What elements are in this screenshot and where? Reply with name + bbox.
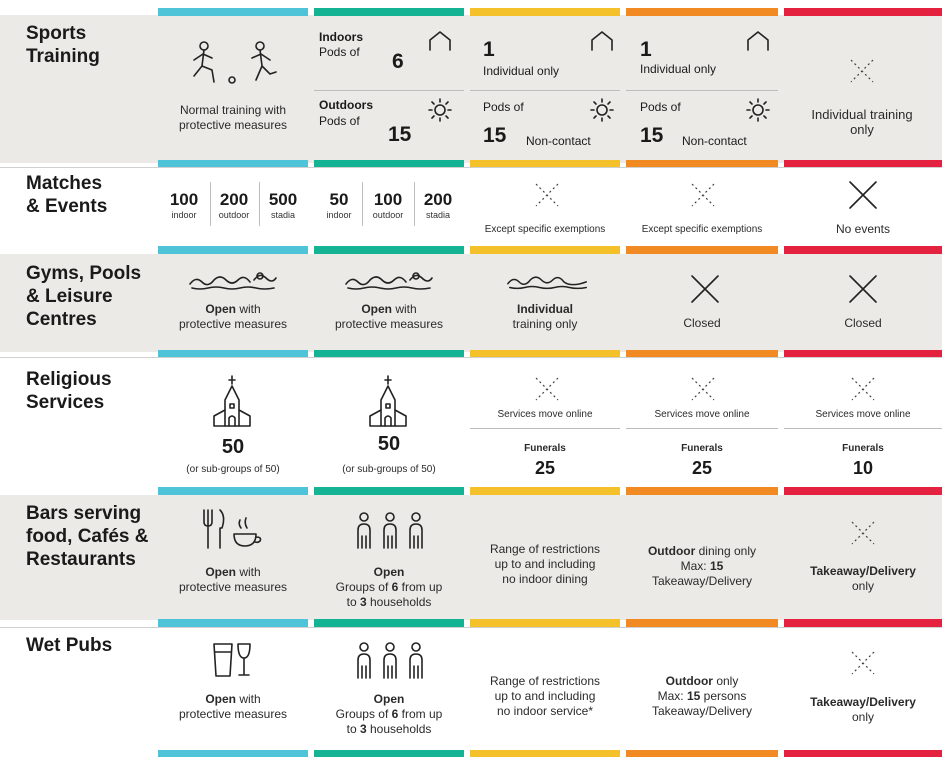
- level1-bar: [158, 619, 308, 627]
- level2-bar: [314, 750, 464, 757]
- religious-l4-funerals-num: 25: [691, 458, 713, 478]
- house-icon: [746, 30, 770, 52]
- level2-bar: [314, 246, 464, 254]
- matches-l2-indoor-unit: indoor: [326, 210, 352, 220]
- sports-l4-top-num: 1: [640, 38, 652, 61]
- gyms-l2-text: Open with protective measures: [334, 302, 444, 331]
- row-sports-training: [0, 15, 942, 163]
- swimmer-icon: [188, 268, 278, 292]
- level5-bar: [784, 487, 942, 495]
- level4-bar: [626, 750, 778, 757]
- gyms-l3-text: Individual training only: [512, 302, 578, 331]
- level3-bar: [470, 487, 620, 495]
- pubs-l3-text: Range of restrictions up to and including no indoor service*: [489, 674, 601, 718]
- religious-l3-text: Services move online: [497, 409, 593, 420]
- bars-l4-text: Outdoor dining only Max: 15 Takeaway/Delivery: [647, 544, 757, 588]
- swimmer-icon: [344, 268, 434, 292]
- pubs-l2-text: Open Groups of 6 from up to 3 households: [335, 692, 443, 736]
- row-label-gyms: Gyms, Pools & Leisure Centres: [26, 263, 142, 330]
- dashed-cross-icon: [850, 376, 876, 402]
- religious-l5-funerals-label: Funerals: [842, 443, 884, 454]
- gyms-l1-text: Open with protective measures: [178, 302, 288, 331]
- sports-l2-indoors-num: 6: [392, 50, 404, 73]
- dashed-cross-icon: [850, 650, 876, 676]
- matches-l1-stadia-unit: stadia: [270, 210, 296, 220]
- sports-l2-outdoors-pods: Pods of: [319, 114, 360, 128]
- gyms-l4-text: Closed: [683, 316, 721, 330]
- matches-l1-outdoor-unit: outdoor: [218, 210, 250, 220]
- dashed-cross-icon: [690, 182, 716, 208]
- dashed-cross-icon: [849, 58, 875, 84]
- cross-icon: [848, 274, 878, 304]
- level3-bar: [470, 246, 620, 254]
- bars-l3-text: Range of restrictions up to and including no indoor dining: [489, 542, 601, 586]
- sports-l3-num: 15: [483, 124, 507, 147]
- level1-bar: [158, 8, 308, 16]
- cross-icon: [690, 274, 720, 304]
- matches-l2-stadia-unit: stadia: [425, 210, 451, 220]
- sun-icon: [590, 98, 614, 122]
- level2-bar: [314, 487, 464, 495]
- swimmer-icon: [506, 268, 590, 292]
- sports-l3-top-text: Individual only: [483, 64, 560, 78]
- matches-l2-indoor-num: 50: [329, 190, 349, 209]
- sports-l4-num: 15: [640, 124, 664, 147]
- religious-l1-note: (or sub-groups of 50): [186, 464, 280, 475]
- sports-l5-text: Individual training only: [811, 107, 913, 137]
- bars-l2-text: Open Groups of 6 from up to 3 households: [335, 565, 443, 609]
- level4-bar: [626, 246, 778, 254]
- sports-l3-pods: Pods of: [483, 100, 524, 114]
- footballers-icon: [190, 40, 280, 90]
- pubs-l4-text: Outdoor only Max: 15 persons Takeaway/Delivery: [651, 674, 753, 718]
- religious-l1-num: 50: [221, 436, 245, 458]
- sports-l2-outdoors-num: 15: [388, 123, 412, 146]
- matches-l1-stadia-num: 500: [268, 190, 298, 209]
- glasses-icon: [212, 642, 254, 678]
- level1-bar: [158, 750, 308, 757]
- level5-bar: [784, 8, 942, 16]
- cross-icon: [848, 180, 878, 210]
- pubs-l5-text: Takeaway/Delivery only: [810, 695, 916, 724]
- row-label-sports-training: Sports Training: [26, 23, 100, 67]
- level3-bar: [470, 750, 620, 757]
- dashed-cross-icon: [534, 376, 560, 402]
- sports-l3-noncontact: Non-contact: [526, 134, 591, 148]
- matches-l3-text: Except specific exemptions: [484, 224, 606, 235]
- sports-l2-indoors-title: Indoors: [319, 30, 363, 44]
- level4-bar: [626, 619, 778, 627]
- dashed-cross-icon: [690, 376, 716, 402]
- level3-bar: [470, 8, 620, 16]
- level3-bar: [470, 619, 620, 627]
- level2-bar: [314, 8, 464, 16]
- sun-icon: [428, 98, 452, 122]
- matches-l1-indoor-unit: indoor: [171, 210, 197, 220]
- bars-l1-text: Open with protective measures: [178, 565, 288, 594]
- church-icon: [212, 374, 252, 430]
- religious-l3-funerals-label: Funerals: [524, 443, 566, 454]
- row-label-bars: Bars serving food, Cafés & Restaurants: [26, 503, 149, 570]
- matches-l2-outdoor-unit: outdoor: [372, 210, 404, 220]
- church-icon: [368, 374, 408, 430]
- level5-bar: [784, 246, 942, 254]
- people-group-icon: [354, 512, 426, 552]
- row-label-wet-pubs: Wet Pubs: [26, 635, 113, 656]
- sports-l1-text: Normal training with protective measures: [178, 103, 288, 132]
- level2-bar: [314, 619, 464, 627]
- level5-bar: [784, 619, 942, 627]
- sports-l4-noncontact: Non-contact: [682, 134, 747, 148]
- sports-l3-top-num: 1: [483, 38, 495, 61]
- religious-l2-note: (or sub-groups of 50): [342, 464, 436, 475]
- sun-icon: [746, 98, 770, 122]
- gyms-l5-text: Closed: [844, 316, 882, 330]
- cutlery-cup-icon: [200, 508, 266, 550]
- matches-l4-text: Except specific exemptions: [641, 224, 763, 235]
- level1-bar: [158, 487, 308, 495]
- house-icon: [428, 30, 452, 52]
- house-icon: [590, 30, 614, 52]
- level4-bar: [626, 487, 778, 495]
- sports-l2-outdoors-title: Outdoors: [319, 98, 373, 112]
- level1-bar: [158, 246, 308, 254]
- matches-l1-outdoor-num: 200: [219, 190, 249, 209]
- row-label-matches-events: Matches & Events: [26, 173, 108, 217]
- level4-bar: [626, 8, 778, 16]
- religious-l4-text: Services move online: [654, 409, 750, 420]
- religious-l4-funerals-label: Funerals: [681, 443, 723, 454]
- religious-l5-funerals-num: 10: [852, 458, 874, 478]
- religious-l3-funerals-num: 25: [534, 458, 556, 478]
- sports-l4-pods: Pods of: [640, 100, 681, 114]
- matches-l5-text: No events: [835, 222, 891, 236]
- dashed-cross-icon: [850, 520, 876, 546]
- dashed-cross-icon: [534, 182, 560, 208]
- matches-l2-stadia-num: 200: [423, 190, 453, 209]
- level5-bar: [784, 750, 942, 757]
- matches-l1-indoor-num: 100: [169, 190, 199, 209]
- religious-l2-num: 50: [377, 433, 401, 455]
- sports-l2-indoors-pods: Pods of: [319, 45, 360, 59]
- pubs-l1-text: Open with protective measures: [178, 692, 288, 721]
- matches-l2-outdoor-num: 100: [373, 190, 403, 209]
- sports-l4-top-text: Individual only: [640, 62, 717, 76]
- religious-l5-text: Services move online: [815, 409, 911, 420]
- bars-l5-text: Takeaway/Delivery only: [810, 564, 916, 593]
- row-label-religious: Religious Services: [26, 369, 112, 413]
- people-group-icon: [354, 642, 426, 682]
